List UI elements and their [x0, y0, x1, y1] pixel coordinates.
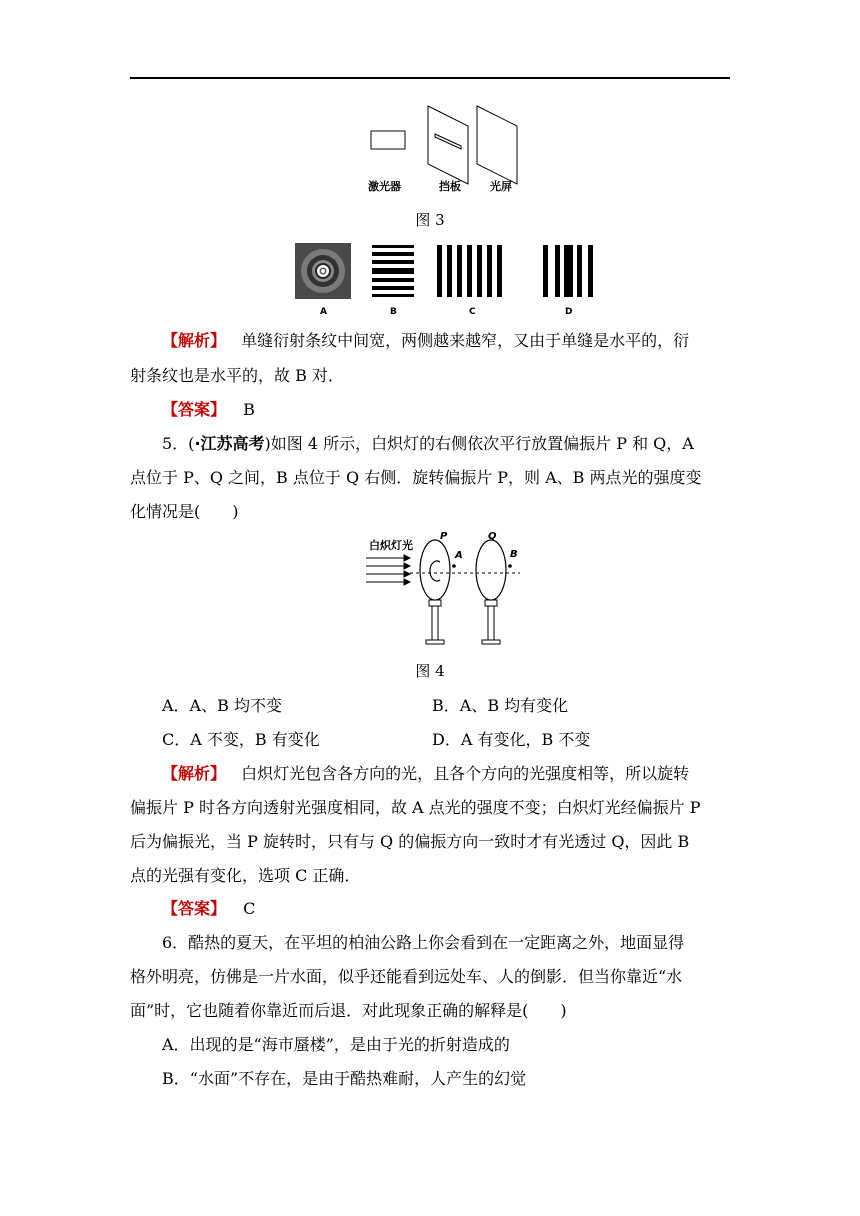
barrier-shape [428, 106, 468, 184]
q6-option-b: B．“水面”不存在，是由于酷热难耐，人产生的幻觉 [162, 1069, 527, 1088]
slit-shape [435, 134, 461, 149]
q5-analysis-line-3: 后为偏振光，当 P 旋转时，只有与 Q 的偏振方向一致时才有光透过 Q，因此 B [130, 832, 690, 851]
point-a [452, 564, 456, 568]
q6-stem-line-3: 面”时，它也随着你靠近而后退．对此现象正确的解释是( ) [130, 1001, 567, 1020]
label-b: B [510, 549, 518, 560]
laser-shape [371, 131, 405, 149]
q4-analysis-line-1 [130, 331, 762, 351]
pattern-b-label: B [390, 307, 397, 317]
q5-stem-line-3: 化情况是( ) [130, 502, 239, 521]
q5-analysis-text-1: 白炽灯光包含各方向的光，且各个方向的光强度相等，所以旋转 [241, 764, 690, 783]
q4-answer-tag: 【答案】 [162, 400, 227, 419]
q5-analysis-line-4: 点的光强有变化，选项 C 正确． [130, 866, 361, 885]
label-q: Q [488, 531, 497, 542]
q6-stem-line-1: 6．酷热的夏天，在平坦的柏油公路上你会看到在一定距离之外，地面显得 [162, 933, 685, 952]
q5-answer-tag: 【答案】 [162, 899, 227, 918]
light-label: 白炽灯光 [369, 539, 413, 552]
figure-3-caption: 图 3 [415, 211, 445, 229]
q5-analysis-line-1 [130, 764, 762, 784]
pattern-d-label: D [565, 307, 573, 317]
figure-4-caption: 图 4 [415, 662, 445, 680]
laser-label: 激光器 [368, 180, 401, 193]
q5-analysis-line-2: 偏振片 P 时各方向透射光强度相同，故 A 点光的强度不变；白炽灯光经偏振片 P [130, 798, 701, 817]
q5-option-c: C．A 不变，B 有变化 [162, 730, 320, 749]
pattern-c-label: C [469, 307, 476, 317]
q4-analysis-tag: 【解析】 [162, 331, 227, 350]
q5-stem-line-2: 点位于 P、Q 之间，B 点位于 Q 右侧．旋转偏振片 P，则 A、B 两点光的强度变 [130, 468, 702, 487]
barrier-label: 挡板 [439, 180, 461, 193]
q5-option-b: B．A、B 均有变化 [432, 696, 569, 715]
q5-option-a: A．A、B 均不变 [162, 696, 282, 715]
pattern-a-label: A [320, 307, 327, 317]
q5-stem-line-1 [130, 434, 762, 454]
q5-analysis-tag: 【解析】 [162, 764, 227, 783]
q5-answer: C [243, 899, 256, 918]
pattern-a [295, 243, 351, 299]
screen-label: 光屏 [490, 180, 512, 193]
point-b [508, 564, 512, 568]
q4-answer: B [243, 400, 255, 419]
q4-analysis-text-1: 单缝衍射条纹中间宽，两侧越来越窄，又由于单缝是水平的，衍 [241, 331, 690, 350]
q5-source: ·江苏高考 [194, 434, 265, 453]
screen-shape [477, 106, 517, 184]
q6-option-a: A．出现的是“海市蜃楼”，是由于光的折射造成的 [162, 1035, 510, 1054]
q5-answer-line [130, 899, 762, 919]
pattern-d [543, 245, 593, 297]
q5-stem-text-1: )如图 4 所示，白炽灯的右侧依次平行放置偏振片 P 和 Q，A [264, 434, 694, 453]
q4-analysis-line-2: 射条纹也是水平的，故 B 对． [130, 366, 344, 385]
polarizer-q [476, 540, 506, 600]
q4-answer-line [130, 400, 762, 420]
pattern-c [437, 245, 507, 297]
label-p: P [440, 531, 448, 542]
label-a: A [455, 550, 463, 561]
q6-stem-line-2: 格外明亮，仿佛是一片水面，似乎还能看到远处车、人的倒影．但当你靠近“水 [130, 967, 683, 986]
q5-number: 5．( [162, 434, 195, 453]
q5-option-d: D．A 有变化，B 不变 [432, 730, 591, 749]
header-rule [130, 77, 730, 79]
polarizer-p [420, 540, 450, 600]
pattern-b [372, 245, 414, 297]
